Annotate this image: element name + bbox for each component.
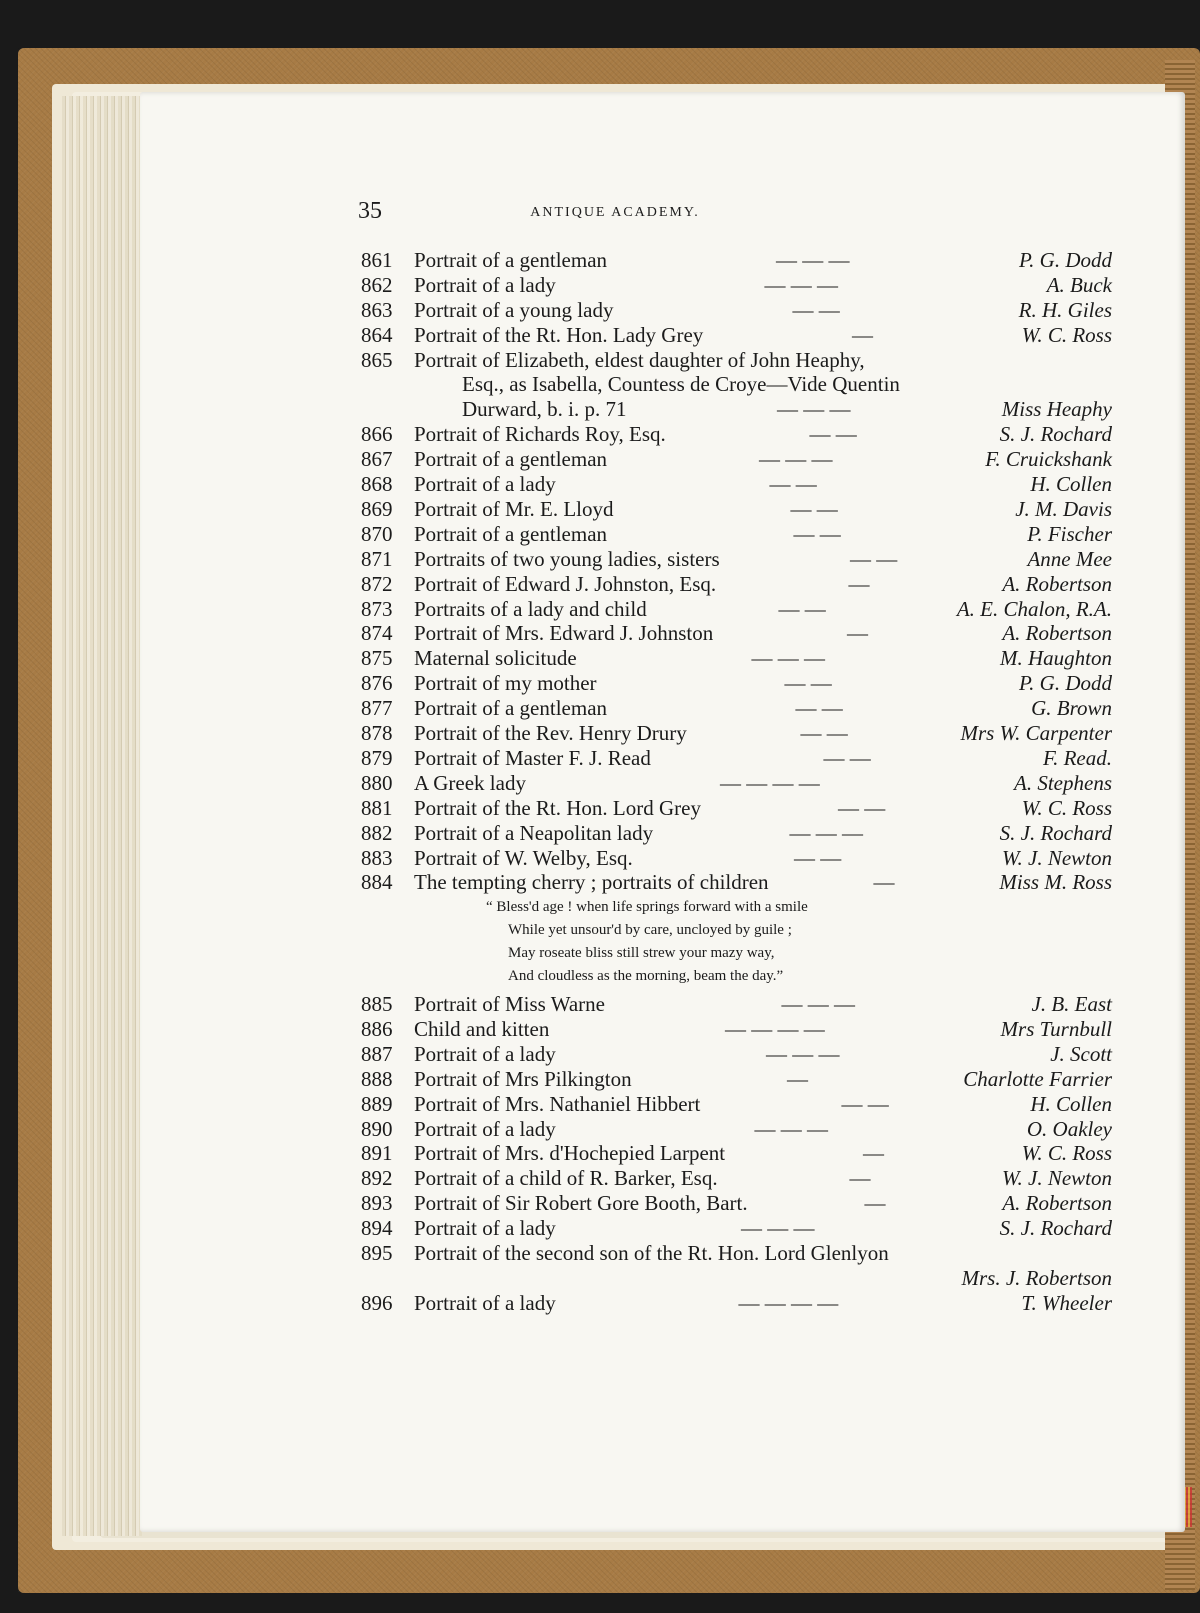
entry-number: 879	[361, 746, 393, 770]
catalogue-entry	[0, 1166, 1200, 1191]
catalogue-entry	[0, 1042, 1200, 1067]
catalogue-entry	[0, 870, 1200, 895]
entry-title: Portrait of a lady	[414, 273, 556, 297]
entry-number: 876	[361, 671, 393, 695]
entry-artist: W. C. Ross	[1021, 323, 1112, 347]
entry-number: 893	[361, 1191, 393, 1215]
entry-artist: P. G. Dodd	[1019, 671, 1112, 695]
leader-dashes: — —	[841, 1092, 889, 1116]
entry-number: 863	[361, 298, 393, 322]
catalogue-entry	[0, 621, 1200, 646]
entry-artist: A. Robertson	[1002, 572, 1112, 596]
entry-title: Portrait of a child of R. Barker, Esq.	[414, 1166, 718, 1190]
entry-number: 878	[361, 721, 393, 745]
catalogue-entry	[0, 447, 1200, 472]
catalogue-entry	[0, 846, 1200, 871]
leader-dashes: —	[873, 870, 895, 894]
entry-number: 880	[361, 771, 393, 795]
entry-title: Portrait of a lady	[414, 1216, 556, 1240]
entry-artist: P. Fischer	[1027, 522, 1112, 546]
catalogue-entry	[0, 422, 1200, 447]
catalogue-entry	[0, 1117, 1200, 1142]
entry-artist: A. Robertson	[1002, 1191, 1112, 1215]
leader-dashes: — —	[809, 422, 857, 446]
leader-dashes: — — —	[741, 1216, 815, 1240]
entry-artist: W. J. Newton	[1001, 1166, 1112, 1190]
entry-title: Portrait of my mother	[414, 671, 597, 695]
page-number: 35	[358, 198, 382, 224]
entry-artist: W. C. Ross	[1021, 1141, 1112, 1165]
leader-dashes: —	[787, 1067, 808, 1091]
entry-title: Portrait of Sir Robert Gore Booth, Bart.	[414, 1191, 748, 1215]
entry-title: Portrait of Edward J. Johnston, Esq.	[414, 572, 717, 596]
entry-number: 869	[361, 497, 393, 521]
catalogue-entry	[0, 348, 1200, 373]
entry-title: Portrait of the second son of the Rt. Hon. Lord Glenlyon	[414, 1241, 889, 1265]
catalogue-entry	[0, 1191, 1200, 1216]
leader-dashes: — — — —	[720, 771, 820, 795]
verse-line: “ Bless'd age ! when life springs forward with a smile	[486, 899, 808, 915]
entry-artist: W. C. Ross	[1021, 796, 1112, 820]
entry-title: Portrait of a lady	[414, 1117, 556, 1141]
leader-dashes: — —	[792, 298, 840, 322]
entry-title: Maternal solicitude	[414, 646, 577, 670]
catalogue-entry	[0, 796, 1200, 821]
leader-dashes: —	[847, 621, 868, 645]
verse-line: And cloudless as the morning, beam the day.”	[508, 968, 784, 984]
leader-dashes: — —	[793, 522, 841, 546]
catalogue-entry	[0, 1266, 1200, 1291]
catalogue-entry	[0, 372, 1200, 397]
catalogue-entry	[0, 273, 1200, 298]
leader-dashes: — —	[823, 746, 871, 770]
leader-dashes: —	[849, 1166, 871, 1190]
leader-dashes: — — —	[766, 1042, 840, 1066]
leader-dashes: — — —	[754, 1117, 828, 1141]
leader-dashes: — — —	[789, 821, 863, 845]
entry-title: Portrait of Miss Warne	[414, 992, 605, 1016]
leader-dashes: — —	[795, 696, 843, 720]
entry-title: A Greek lady	[414, 771, 526, 795]
entry-number: 888	[361, 1067, 393, 1091]
entry-artist: J. B. East	[1031, 992, 1112, 1016]
entry-number: 873	[361, 597, 393, 621]
catalogue-entry	[0, 771, 1200, 796]
entry-number: 875	[361, 646, 393, 670]
catalogue-entry	[0, 992, 1200, 1017]
entry-artist: Miss Heaphy	[1001, 397, 1112, 421]
entry-number: 889	[361, 1092, 393, 1116]
entry-title: Portrait of Mr. E. Lloyd	[414, 497, 614, 521]
entry-artist: T. Wheeler	[1021, 1291, 1112, 1315]
entry-artist: Mrs. J. Robertson	[961, 1266, 1112, 1290]
catalogue-entry	[0, 1017, 1200, 1042]
catalogue-entry	[0, 696, 1200, 721]
entry-title: Portrait of Mrs. Nathaniel Hibbert	[414, 1092, 701, 1116]
entry-number: 885	[361, 992, 393, 1016]
entry-artist: Charlotte Farrier	[963, 1067, 1112, 1091]
entry-title: Portrait of the Rev. Henry Drury	[414, 721, 687, 745]
entry-title: Portrait of Richards Roy, Esq.	[414, 422, 666, 446]
entry-artist: H. Collen	[1030, 472, 1112, 496]
catalogue-entry	[0, 472, 1200, 497]
verse-line: While yet unsour'd by care, uncloyed by guile ;	[508, 922, 792, 938]
entry-artist: S. J. Rochard	[999, 1216, 1112, 1240]
catalogue-entry	[0, 597, 1200, 622]
catalogue-entry	[0, 646, 1200, 671]
entry-title: The tempting cherry ; portraits of children	[414, 870, 769, 894]
entry-number: 895	[361, 1241, 393, 1265]
entry-number: 881	[361, 796, 393, 820]
leader-dashes: — —	[838, 796, 886, 820]
verse-line: May roseate bliss still strew your mazy way,	[508, 945, 775, 961]
entry-number: 891	[361, 1141, 393, 1165]
entry-artist: R. H. Giles	[1018, 298, 1112, 322]
entry-artist: A. E. Chalon, R.A.	[956, 597, 1112, 621]
leader-dashes: — — —	[781, 992, 855, 1016]
entry-number: 865	[361, 348, 393, 372]
entry-title: Portrait of Mrs. d'Hochepied Larpent	[414, 1141, 726, 1165]
entry-artist: Miss M. Ross	[999, 870, 1112, 894]
leader-dashes: — —	[778, 597, 826, 621]
entry-number: 884	[361, 870, 393, 894]
entry-number: 867	[361, 447, 393, 471]
catalogue-entry	[0, 1067, 1200, 1092]
catalogue-entry	[0, 746, 1200, 771]
leader-dashes: — — —	[759, 447, 833, 471]
leader-dashes: — —	[790, 497, 838, 521]
catalogue-entry	[0, 248, 1200, 273]
entry-title: Portraits of a lady and child	[414, 597, 647, 621]
entry-title: Portrait of a gentleman	[414, 696, 608, 720]
verse-quotation	[486, 896, 808, 988]
entry-title: Portraits of two young ladies, sisters	[414, 547, 720, 571]
catalogue-entry	[0, 397, 1200, 422]
entry-number: 864	[361, 323, 393, 347]
entry-number: 870	[361, 522, 393, 546]
catalogue-entry	[0, 522, 1200, 547]
entry-artist: S. J. Rochard	[999, 422, 1112, 446]
entry-title: Esq., as Isabella, Countess de Croye—Vide Quentin	[462, 372, 900, 396]
entry-number: 892	[361, 1166, 393, 1190]
entry-title: Child and kitten	[414, 1017, 550, 1041]
entry-title: Portrait of a Neapolitan lady	[414, 821, 654, 845]
leader-dashes: — — — —	[725, 1017, 825, 1041]
leader-dashes: — —	[784, 671, 832, 695]
entry-artist: A. Buck	[1046, 273, 1112, 297]
entry-artist: J. Scott	[1050, 1042, 1112, 1066]
entry-artist: Anne Mee	[1027, 547, 1112, 571]
entry-artist: Mrs Turnbull	[1000, 1017, 1112, 1041]
entry-title: Portrait of a gentleman	[414, 522, 608, 546]
catalogue-entry	[0, 1141, 1200, 1166]
leader-dashes: — — —	[777, 397, 851, 421]
entry-title: Portrait of a gentleman	[414, 248, 608, 272]
entry-artist: S. J. Rochard	[999, 821, 1112, 845]
catalogue-entry	[0, 1241, 1200, 1266]
running-head: ANTIQUE ACADEMY.	[530, 205, 700, 220]
entry-number: 871	[361, 547, 393, 571]
catalogue-entry	[0, 821, 1200, 846]
entry-artist: W. J. Newton	[1001, 846, 1112, 870]
leader-dashes: — — — —	[738, 1291, 839, 1315]
entry-number: 874	[361, 621, 393, 645]
entry-number: 861	[361, 248, 393, 272]
leader-dashes: — — —	[776, 248, 850, 272]
entry-title: Portrait of a gentleman	[414, 447, 608, 471]
leader-dashes: — —	[850, 547, 898, 571]
catalogue-entry	[0, 1291, 1200, 1316]
catalogue-entry	[0, 721, 1200, 746]
entry-number: 872	[361, 572, 393, 596]
entry-title: Portrait of Mrs Pilkington	[414, 1067, 632, 1091]
catalogue-entry	[0, 671, 1200, 696]
entry-title: Portrait of Mrs. Edward J. Johnston	[414, 621, 714, 645]
leader-dashes: —	[864, 1191, 886, 1215]
entry-number: 894	[361, 1216, 393, 1240]
catalogue-entry	[0, 547, 1200, 572]
leader-dashes: —	[848, 572, 870, 596]
catalogue-entry	[0, 572, 1200, 597]
entry-artist: H. Collen	[1030, 1092, 1112, 1116]
entry-artist: F. Cruickshank	[985, 447, 1112, 471]
entry-artist: Mrs W. Carpenter	[960, 721, 1112, 745]
catalogue-entry	[0, 323, 1200, 348]
leader-dashes: — — —	[751, 646, 825, 670]
entry-number: 866	[361, 422, 393, 446]
entry-artist: G. Brown	[1031, 696, 1112, 720]
entry-artist: F. Read.	[1042, 746, 1112, 770]
entry-artist: J. M. Davis	[1015, 497, 1112, 521]
entry-title: Portrait of a young lady	[414, 298, 614, 322]
entry-title: Portrait of Elizabeth, eldest daughter of John Heaphy,	[414, 348, 865, 372]
entry-number: 896	[361, 1291, 393, 1315]
entry-title: Portrait of a lady	[414, 1042, 556, 1066]
entry-artist: A. Stephens	[1014, 771, 1112, 795]
entry-number: 877	[361, 696, 393, 720]
catalogue-entry	[0, 1216, 1200, 1241]
leader-dashes: —	[852, 323, 873, 347]
entry-artist: O. Oakley	[1026, 1117, 1112, 1141]
entry-title: Portrait of the Rt. Hon. Lord Grey	[414, 796, 701, 820]
leader-dashes: — — —	[764, 273, 838, 297]
entry-title: Portrait of Master F. J. Read	[414, 746, 651, 770]
catalogue-entry	[0, 1092, 1200, 1117]
catalogue-entry	[0, 497, 1200, 522]
entry-number: 887	[361, 1042, 393, 1066]
entry-number: 890	[361, 1117, 393, 1141]
entry-artist: M. Haughton	[1000, 646, 1112, 670]
leader-dashes: — —	[800, 721, 848, 745]
entry-title: Portrait of a lady	[414, 1291, 556, 1315]
entry-number: 886	[361, 1017, 393, 1041]
entry-artist: P. G. Dodd	[1019, 248, 1112, 272]
entry-number: 862	[361, 273, 393, 297]
leader-dashes: — —	[769, 472, 817, 496]
entry-title: Portrait of W. Welby, Esq.	[414, 846, 633, 870]
entry-number: 883	[361, 846, 393, 870]
leader-dashes: —	[863, 1141, 884, 1165]
entry-title: Durward, b. i. p. 71	[462, 397, 627, 421]
entry-title: Portrait of a lady	[414, 472, 556, 496]
entry-artist: A. Robertson	[1002, 621, 1112, 645]
catalogue-entry	[0, 298, 1200, 323]
entry-number: 868	[361, 472, 393, 496]
entry-number: 882	[361, 821, 393, 845]
entry-title: Portrait of the Rt. Hon. Lady Grey	[414, 323, 704, 347]
leader-dashes: — —	[794, 846, 842, 870]
